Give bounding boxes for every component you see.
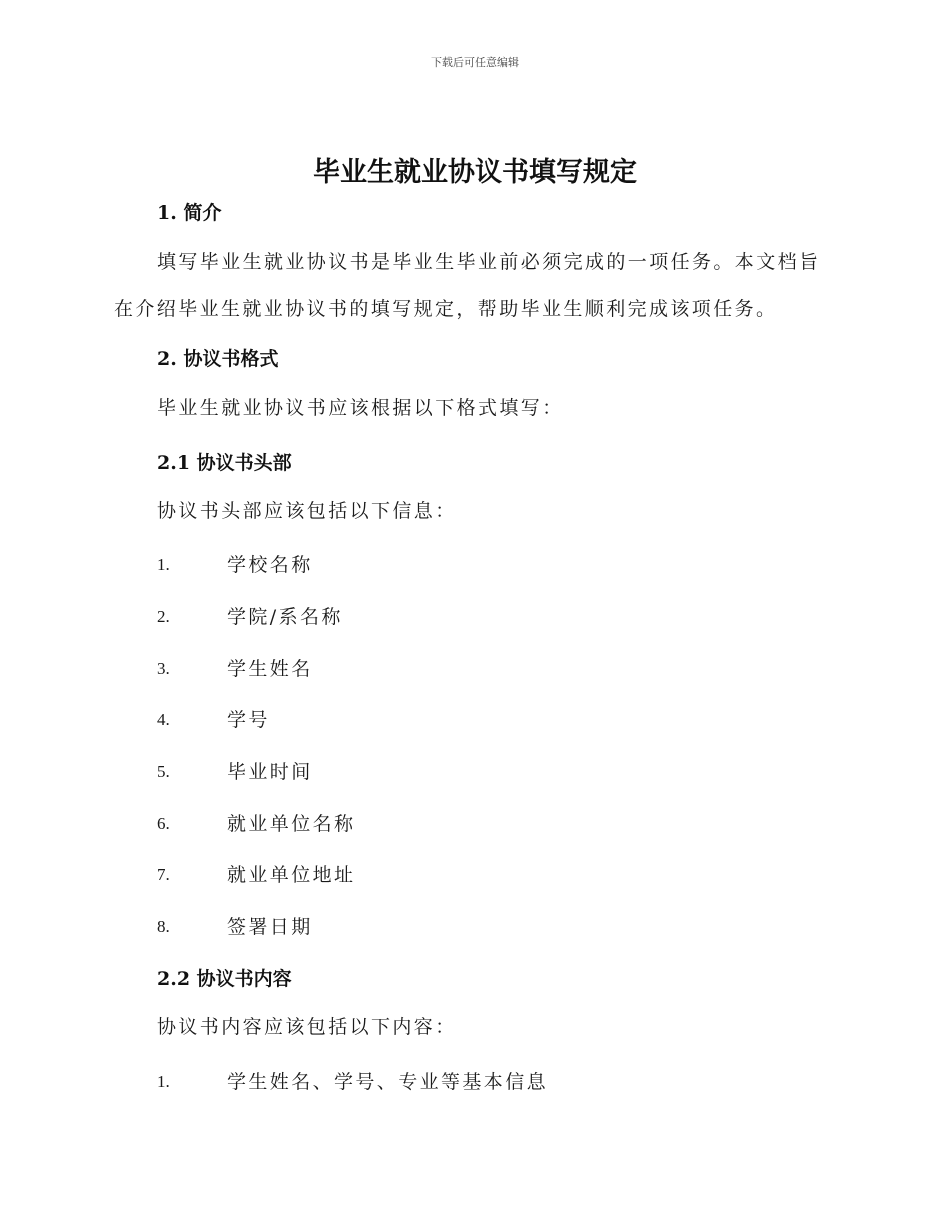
- header-intro-text: 协议书头部应该包括以下信息：: [157, 500, 457, 522]
- list-text: 学号: [227, 709, 270, 731]
- content-intro-text: 协议书内容应该包括以下内容：: [157, 1016, 457, 1038]
- section-heading-content: 2.2 协议书内容: [157, 968, 292, 990]
- list-text: 就业单位地址: [227, 864, 356, 886]
- format-intro-text: 毕业生就业协议书应该根据以下格式填写：: [157, 397, 564, 419]
- section-heading-intro: 1. 简介: [157, 202, 222, 224]
- list-text: 学院/系名称: [227, 606, 343, 628]
- list-text: 学校名称: [227, 554, 313, 576]
- section-heading-format: 2. 协议书格式: [157, 348, 279, 370]
- list-text: 学生姓名、学号、专业等基本信息: [227, 1071, 549, 1093]
- list-number: 7.: [157, 865, 170, 884]
- list-number: 4.: [157, 710, 170, 729]
- section-heading-header: 2.1 协议书头部: [157, 452, 292, 474]
- list-text: 学生姓名: [227, 658, 313, 680]
- intro-paragraph: 填写毕业生就业协议书是毕业生毕业前必须完成的一项任务。本文档旨在介绍毕业生就业协议书的填写规定，帮助毕业生顺利完成该项任务。: [114, 251, 821, 320]
- list-number: 2.: [157, 607, 170, 626]
- list-number: 8.: [157, 917, 170, 936]
- list-text: 签署日期: [227, 916, 313, 938]
- list-number: 5.: [157, 762, 170, 781]
- list-number: 1.: [157, 555, 170, 574]
- page-header-note: 下载后可任意编辑: [431, 56, 519, 69]
- list-number: 3.: [157, 659, 170, 678]
- list-text: 就业单位名称: [227, 813, 356, 835]
- document-title: 毕业生就业协议书填写规定: [313, 157, 637, 188]
- list-text: 毕业时间: [227, 761, 313, 783]
- list-number: 1.: [157, 1072, 170, 1091]
- list-number: 6.: [157, 814, 170, 833]
